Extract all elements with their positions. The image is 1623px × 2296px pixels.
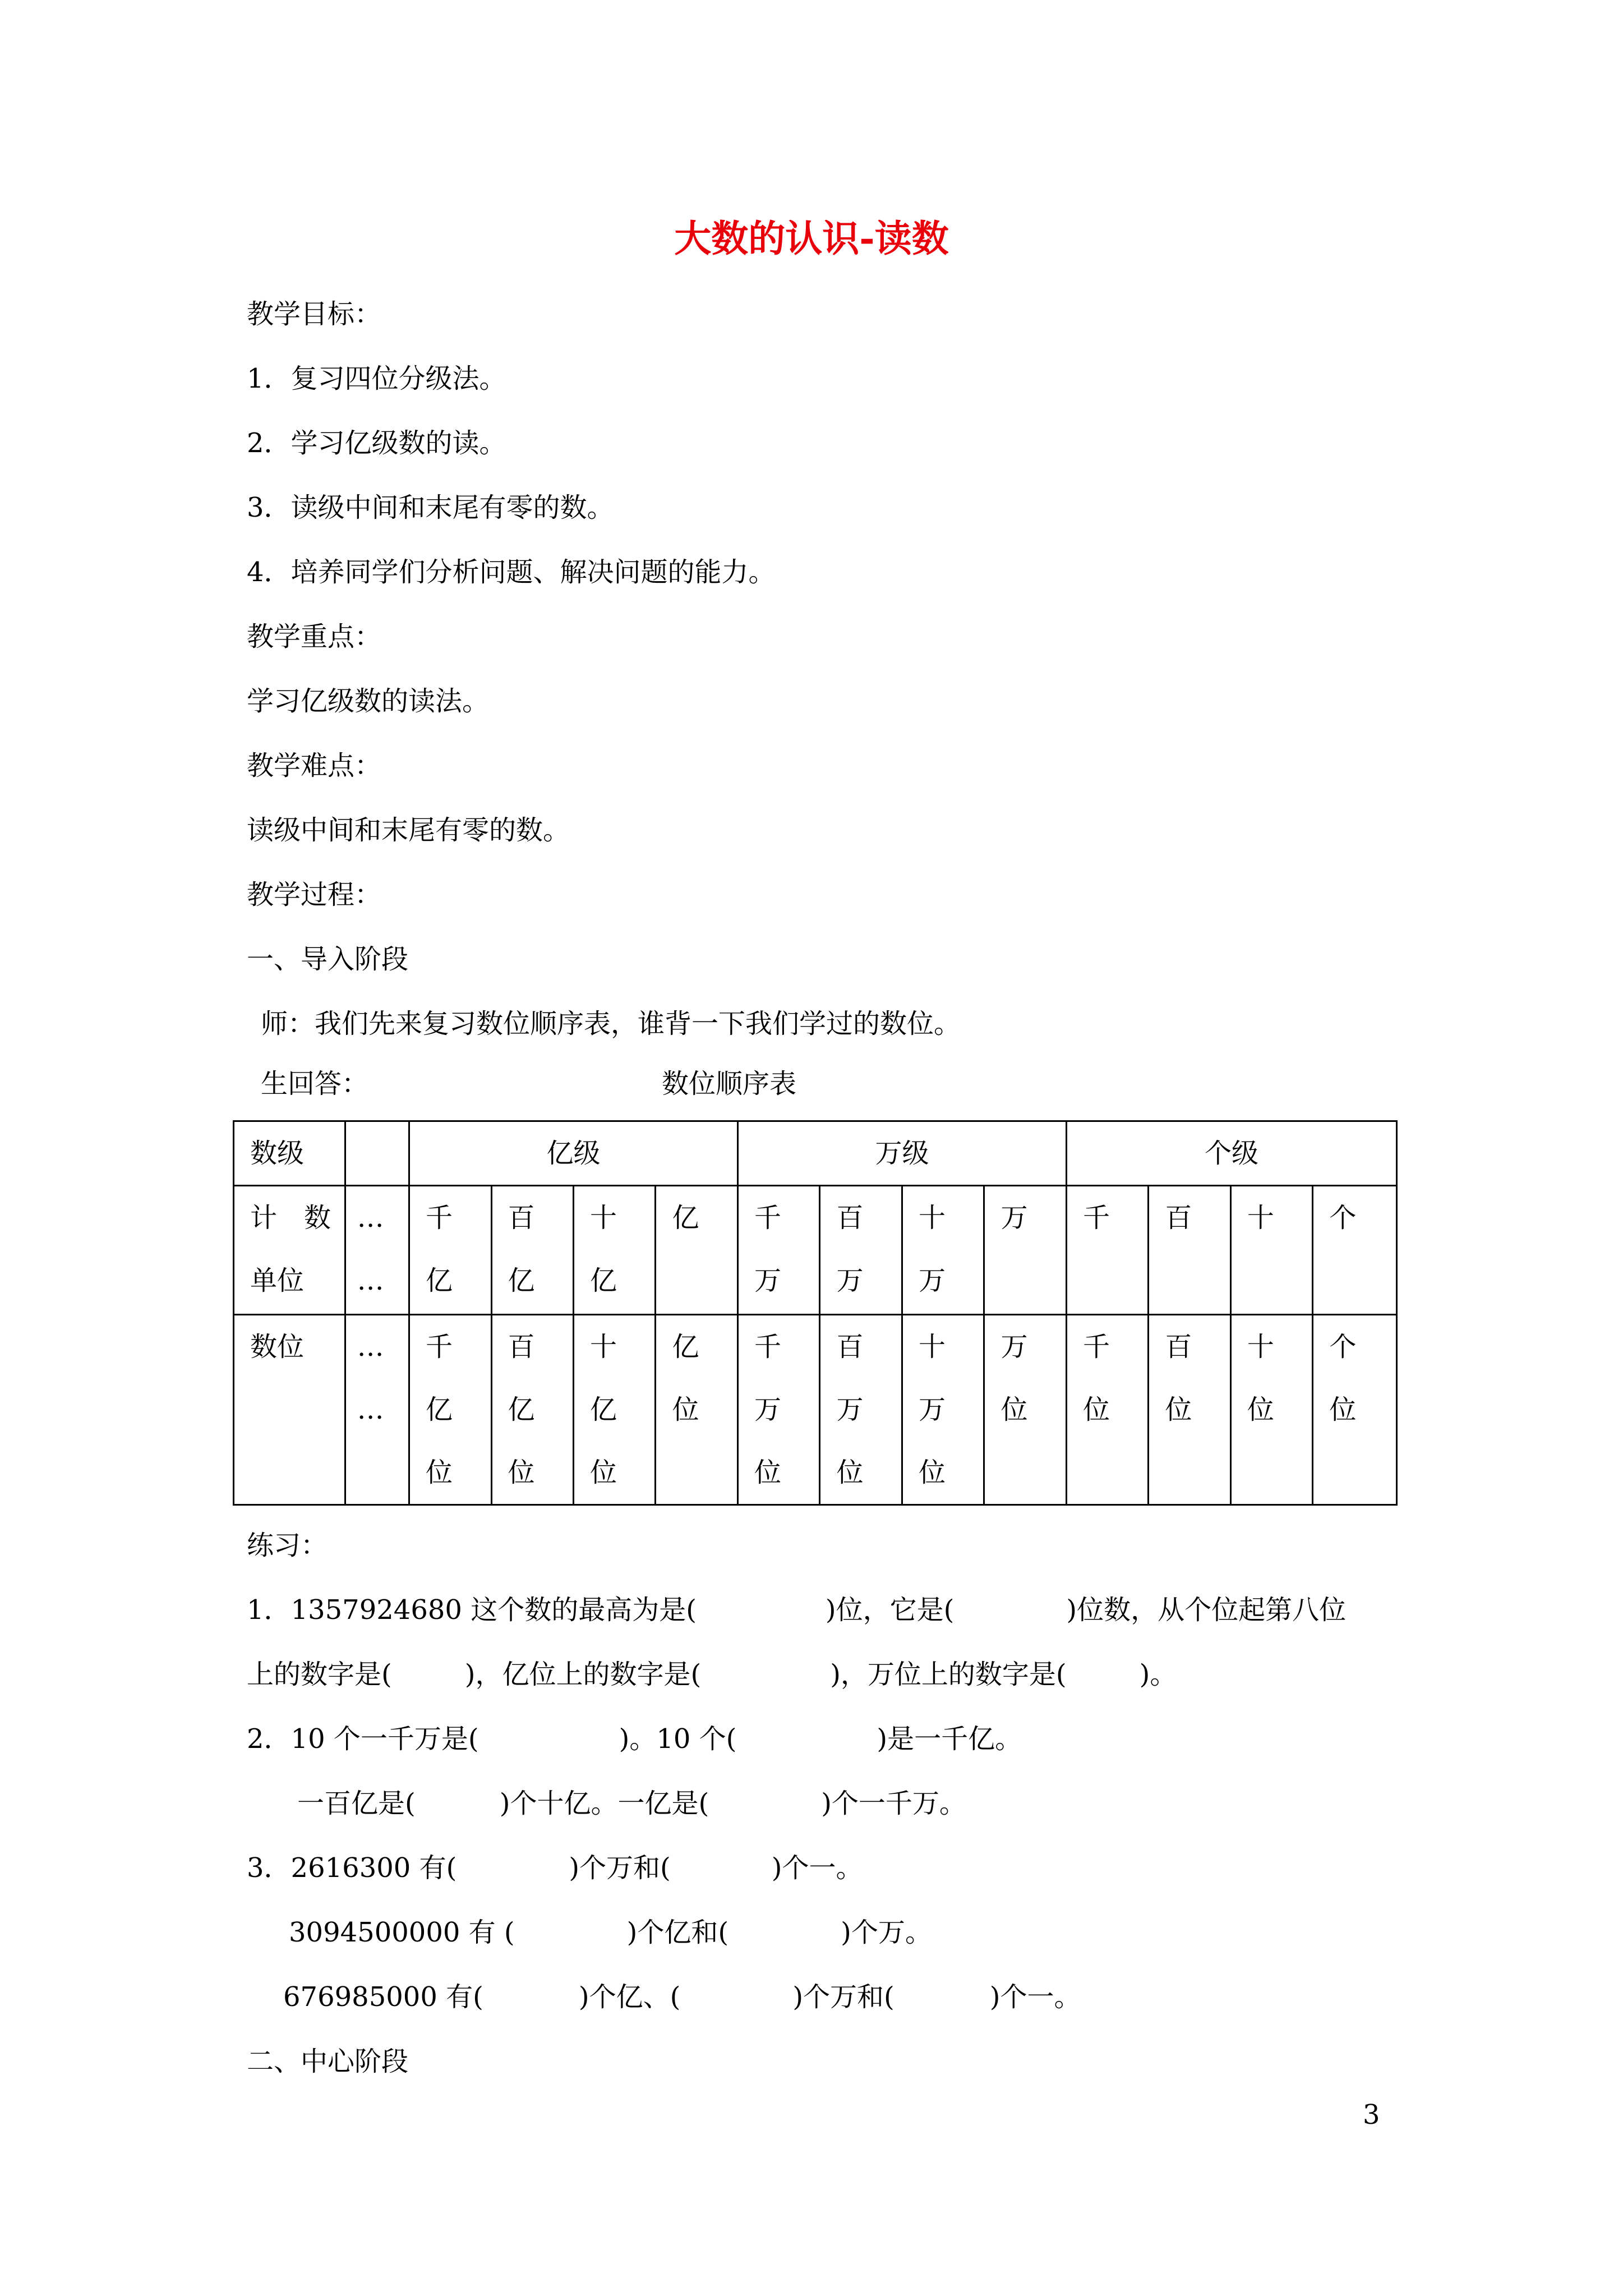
page-number: 3 [1363,2099,1380,2131]
place-cell: 十 位 [1230,1315,1312,1505]
exercise-q1-line2: 上的数字是( )，亿位上的数字是( )，万位上的数字是( )。 [247,1659,1177,1690]
place-cell: 千 亿 位 [409,1315,491,1505]
table-caption: 数位顺序表 [662,1068,797,1099]
section-heading: 一、导入阶段 [247,944,409,975]
exercise-q3-line2: 3094500000 有 ( )个亿和( )个万。 [289,1917,932,1948]
level-header: 万级 [737,1121,1066,1186]
unit-cell: 十 万 [902,1186,984,1315]
place-cell: 百 亿 位 [491,1315,573,1505]
student-line: 生回答： [261,1068,369,1099]
teacher-line: 师：我们先来复习数位顺序表，谁背一下我们学过的数位。 [261,1008,961,1039]
ellipsis-cell: … … [345,1186,409,1315]
key-point-text: 学习亿级数的读法。 [247,685,490,717]
key-point-heading: 教学重点： [247,621,382,652]
exercise-q1-line1: 1．1357924680 这个数的最高为是( )位，它是( )位数，从个位起第八位 [247,1594,1347,1626]
level-header: 亿级 [409,1121,738,1186]
unit-cell: 千 万 [737,1186,819,1315]
document-title: 大数的认识-读数 [674,217,949,260]
place-cell: 千 位 [1066,1315,1148,1505]
objective-item: 2．学习亿级数的读。 [247,427,506,459]
place-cell: 万 位 [984,1315,1067,1505]
exercise-q2-line1: 2．10 个一千万是( )。10 个( )是一千亿。 [247,1723,1022,1755]
unit-cell: 个 [1313,1186,1397,1315]
unit-cell: 百 亿 [491,1186,573,1315]
unit-cell: 十 亿 [574,1186,656,1315]
objective-item: 1．复习四位分级法。 [247,363,506,394]
unit-cell: 百 [1149,1186,1230,1315]
objective-item: 4．培养同学们分析问题、解决问题的能力。 [247,556,776,588]
place-cell: 个 位 [1313,1315,1397,1505]
place-value-table [233,1120,1398,1506]
unit-cell: 十 [1230,1186,1312,1315]
section-heading: 二、中心阶段 [247,2046,409,2077]
ellipsis-cell: … … [345,1315,409,1505]
exercise-q3-line1: 3．2616300 有( )个万和( )个一。 [247,1852,863,1884]
unit-cell: 亿 [656,1186,738,1315]
row-label: 数级 [234,1121,345,1186]
place-cell: 十 亿 位 [574,1315,656,1505]
place-cell: 十 万 位 [902,1315,984,1505]
table-row [234,1121,1397,1186]
row-label: 数位 [234,1315,345,1505]
unit-cell: 百 万 [820,1186,902,1315]
unit-cell: 千 [1066,1186,1148,1315]
process-heading: 教学过程： [247,879,382,910]
exercise-q3-line3: 676985000 有( )个亿、( )个万和( )个一。 [283,1981,1081,2013]
objectives-heading: 教学目标： [247,298,382,330]
difficulty-heading: 教学难点： [247,750,382,781]
exercises-heading: 练习： [247,1530,328,1561]
level-header: 个级 [1066,1121,1396,1186]
objective-item: 3．读级中间和末尾有零的数。 [247,492,614,523]
table-cell [345,1121,409,1186]
difficulty-text: 读级中间和末尾有零的数。 [247,815,570,846]
table-row [234,1315,1397,1505]
unit-cell: 万 [984,1186,1067,1315]
place-cell: 千 万 位 [737,1315,819,1505]
table-row [234,1186,1397,1315]
row-label: 计 数 单位 [234,1186,345,1315]
place-cell: 百 位 [1149,1315,1230,1505]
exercise-q2-line2: 一百亿是( )个十亿。一亿是( )个一千万。 [297,1788,966,1819]
place-cell: 百 万 位 [820,1315,902,1505]
unit-cell: 千 亿 [409,1186,491,1315]
place-cell: 亿 位 [656,1315,738,1505]
